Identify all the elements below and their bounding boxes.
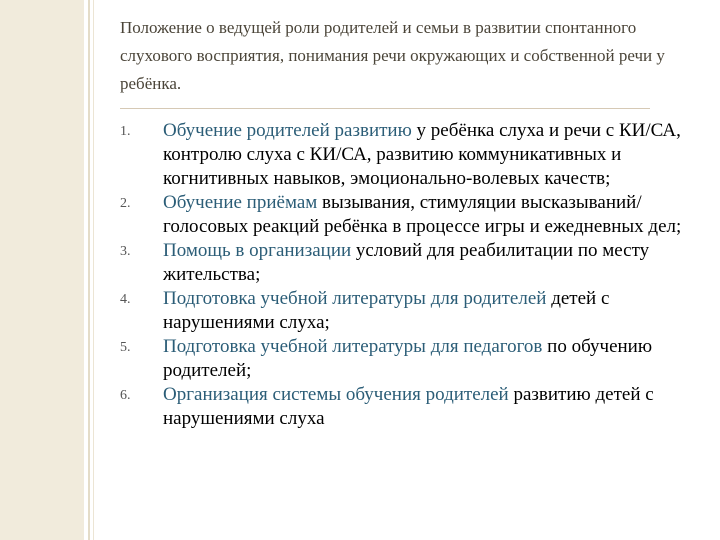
item-highlight: Помощь в организации [163, 240, 352, 261]
item-rest: развитию детей с нарушениями слуха [163, 384, 654, 429]
item-text [163, 191, 710, 239]
item-number: 4. [120, 292, 131, 307]
item-number: 6. [120, 388, 131, 403]
list-item [120, 119, 710, 191]
item-number: 1. [120, 124, 131, 139]
item-text [163, 119, 710, 191]
list-item [120, 335, 710, 383]
item-text [163, 287, 710, 335]
item-highlight: Подготовка учебной литературы для родителей [163, 288, 547, 309]
list-item [120, 383, 710, 431]
item-rest: условий для реабилитации по месту жительства; [163, 240, 650, 285]
item-text [163, 335, 710, 383]
left-border-line-thin [93, 0, 94, 540]
slide-title: Положение о ведущей роли родителей и семьи в развитии спонтанного слухового восприятия, понимания речи окружающих и собственной речи у ребёнка. [120, 18, 665, 93]
title-divider [120, 108, 650, 109]
item-highlight: Обучение родителей развитию [163, 120, 412, 141]
item-number: 5. [120, 340, 131, 355]
item-highlight: Обучение приёмам [163, 192, 318, 213]
item-text [163, 383, 710, 431]
item-rest: по обучению родителей; [163, 336, 653, 381]
numbered-list [120, 119, 710, 431]
list-item [120, 287, 710, 335]
item-text [163, 239, 710, 287]
left-border-line [88, 0, 90, 540]
item-rest: вызывания, стимуляции высказываний/голосовых реакций ребёнка в процессе игры и ежедневных дел; [163, 192, 682, 237]
list-item [120, 239, 710, 287]
item-rest: у ребёнка слуха и речи с КИ/СА, контролю слуха с КИ/СА, развитию коммуникативных и когнитивных навыков, эмоционально-волевых качеств; [163, 120, 681, 189]
item-number: 2. [120, 196, 131, 211]
item-number: 3. [120, 244, 131, 259]
item-highlight: Подготовка учебной литературы для педагогов [163, 336, 543, 357]
list-item [120, 191, 710, 239]
item-rest: детей с нарушениями слуха; [163, 288, 610, 333]
left-decorative-band [0, 0, 84, 540]
item-highlight: Организация системы обучения родителей [163, 384, 509, 405]
